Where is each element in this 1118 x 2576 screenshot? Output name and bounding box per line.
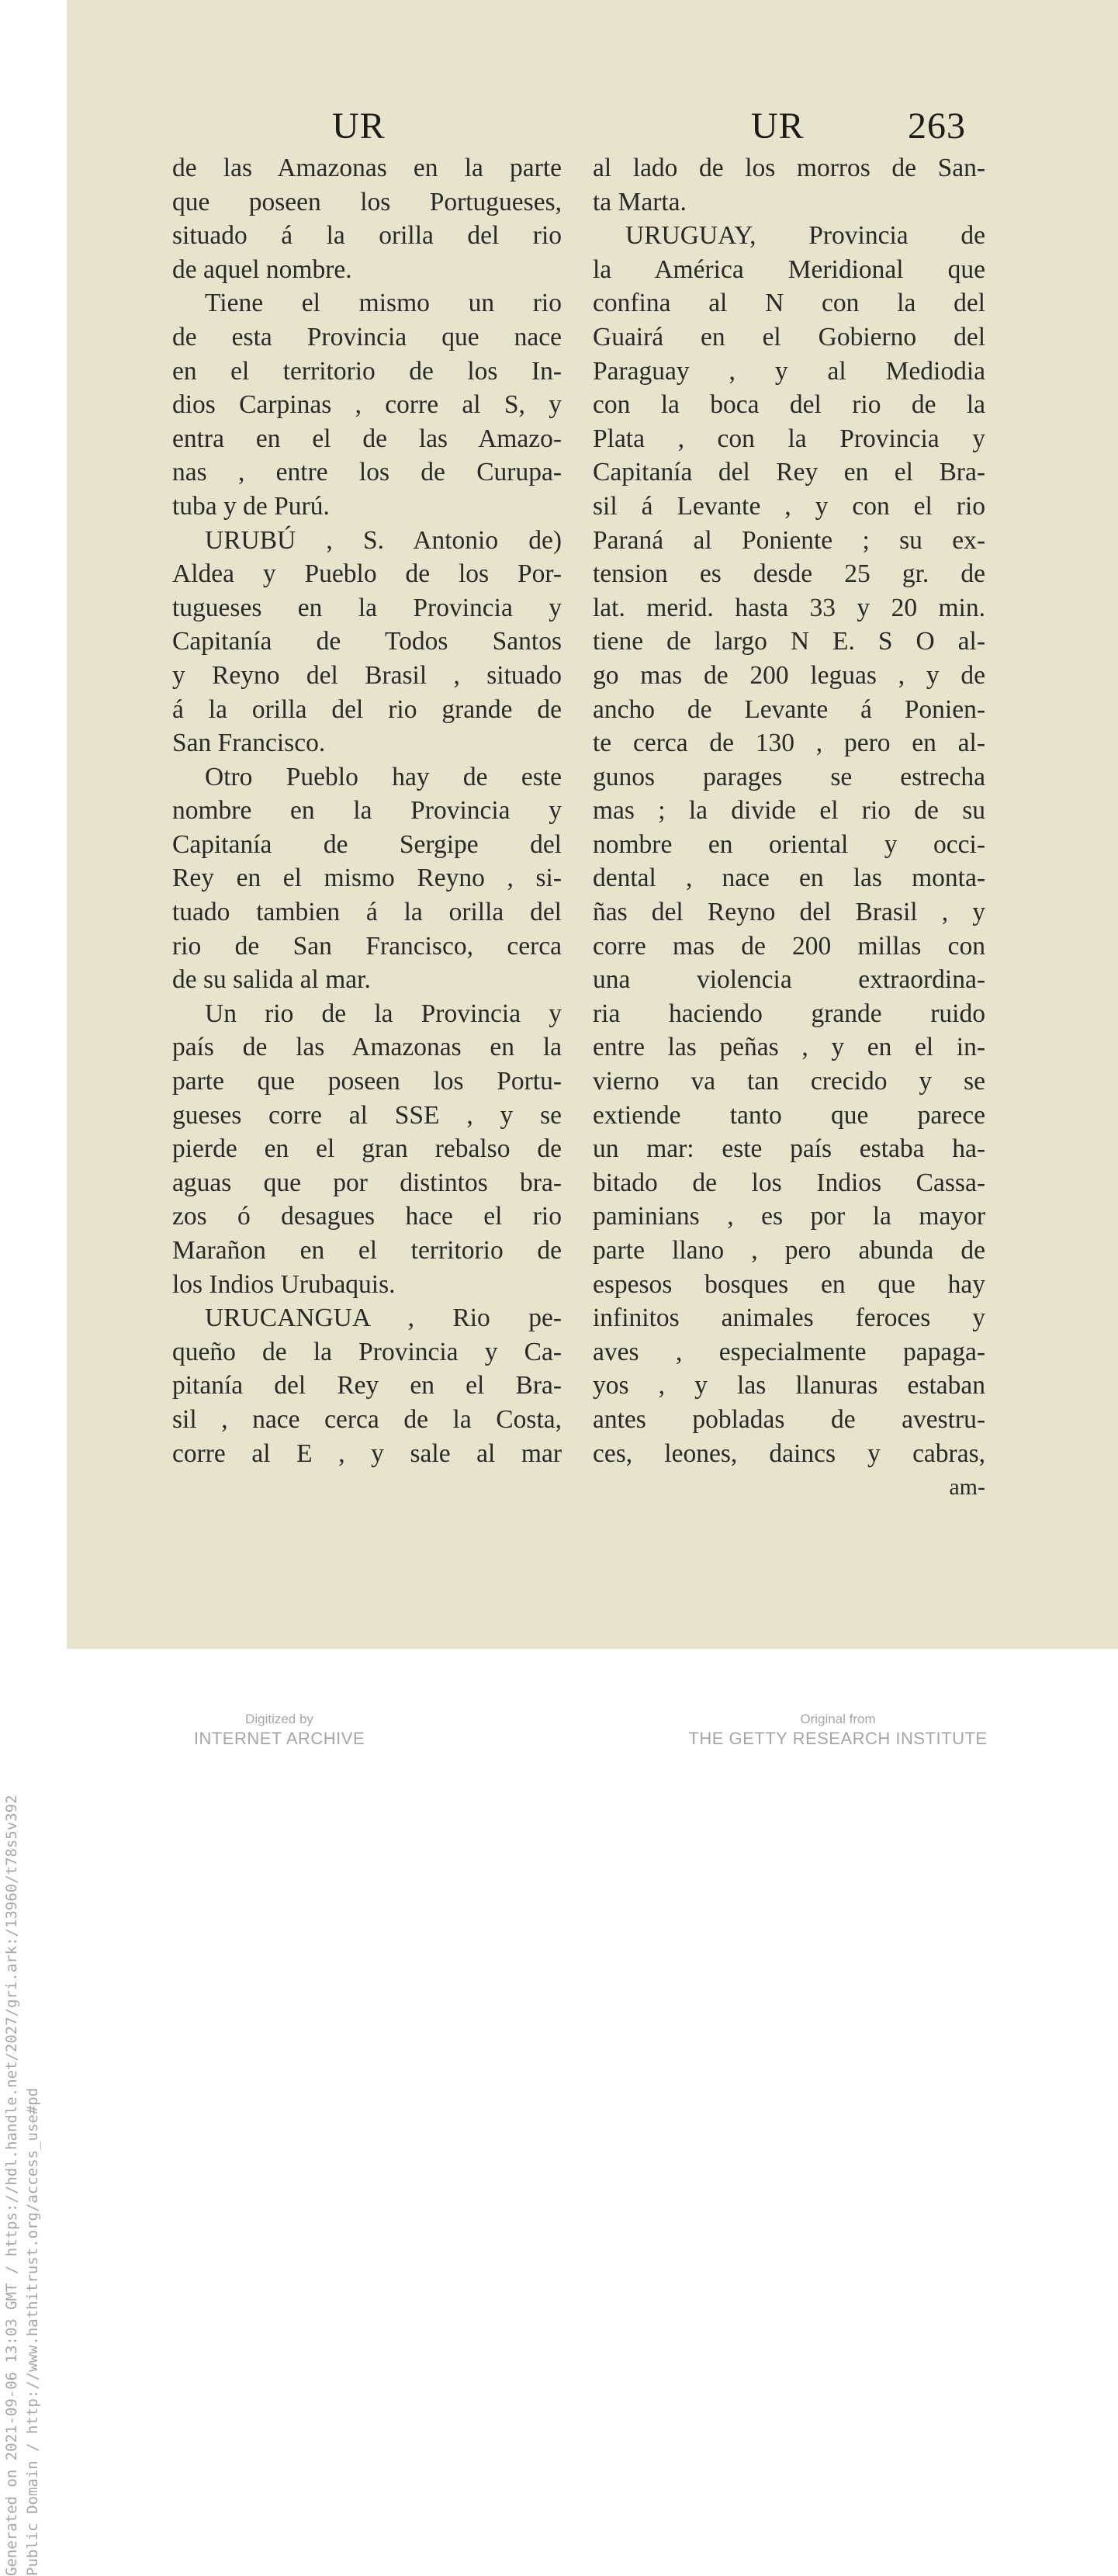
text-line: entre las peñas , y en el in-	[593, 1033, 985, 1062]
text-line: zos ó desagues hace el rio	[172, 1202, 562, 1231]
text-line: rio de San Francisco, cerca	[172, 931, 562, 961]
text-line: Aldea y Pueblo de los Por-	[172, 559, 562, 589]
left-text-column	[172, 151, 562, 1470]
text-line: pitanía del Rey en el Bra-	[172, 1371, 562, 1401]
text-line: dental , nace en las monta-	[593, 864, 985, 893]
hathitrust-watermark	[2, 1703, 48, 2576]
right-text-column	[593, 151, 985, 1504]
text-line: dios Carpinas , corre al S, y	[172, 390, 562, 420]
text-line: antes pobladas de avestru-	[593, 1404, 985, 1434]
text-line: y Reyno del Brasil , situado	[172, 660, 562, 690]
text-line: tuado tambien á la orilla del	[172, 898, 562, 927]
text-line: nombre en oriental y occi-	[593, 829, 985, 859]
text-line: Guairá en el Gobierno del	[593, 322, 985, 351]
text-line: tension es desde 25 gr. de	[593, 559, 985, 589]
text-line: con la boca del rio de la	[593, 390, 985, 420]
text-line: al lado de los morros de San-	[593, 154, 985, 182]
text-line: Capitanía de Todos Santos	[172, 627, 562, 656]
digitized-credit	[140, 1711, 419, 1750]
watermark-line-2: Public Domain / http://www.hathitrust.org/access_use#pd	[24, 2087, 41, 2576]
internet-archive-label: INTERNET ARCHIVE	[193, 1729, 365, 1748]
text-line: go mas de 200 leguas , y de	[593, 660, 985, 690]
text-line: la América Meridional que	[593, 254, 985, 284]
left-running-head: UR	[332, 106, 386, 147]
text-line: gunos parages se estrecha	[593, 762, 985, 791]
text-line: parte que poseen los Portu-	[172, 1067, 562, 1096]
text-line: en el territorio de los In-	[172, 356, 562, 386]
text-line: corre mas de 200 millas con	[593, 931, 985, 961]
text-line: país de las Amazonas en la	[172, 1033, 562, 1062]
text-line: Capitanía del Rey en el Bra-	[593, 458, 985, 487]
text-line: aguas que por distintos bra-	[172, 1168, 562, 1197]
text-line: parte llano , pero abunda de	[593, 1236, 985, 1265]
text-line: Paraná al Poniente ; su ex-	[593, 525, 985, 555]
text-line: que poseen los Portugueses,	[172, 187, 562, 216]
text-line: ria haciendo grande ruido	[593, 999, 985, 1028]
right-running-head: UR	[751, 106, 805, 147]
text-line: pierde en el gran rebalso de	[172, 1134, 562, 1164]
text-line: una violencia extraordina-	[593, 965, 985, 995]
text-line: extiende tanto que parece	[593, 1100, 985, 1130]
text-line: situado á la orilla del rio	[172, 221, 562, 251]
text-line: Tiene el mismo un rio	[205, 289, 562, 318]
text-line: de esta Provincia que nace	[172, 322, 562, 351]
text-line: Otro Pueblo hay de este	[205, 762, 562, 791]
text-line: yos , y las llanuras estaban	[593, 1371, 985, 1401]
text-line: URUGUAY, Provincia de	[625, 221, 985, 251]
text-line: ñas del Reyno del Brasil , y	[593, 898, 985, 927]
text-line: Paraguay , y al Mediodia	[593, 356, 985, 386]
text-line: de las Amazonas en la parte	[172, 154, 562, 182]
text-line: ta Marta.	[593, 187, 687, 216]
text-line: URUCANGUA , Rio pe-	[205, 1304, 562, 1333]
text-line: tiene de largo N E. S O al-	[593, 627, 985, 656]
text-line: paminians , es por la mayor	[593, 1202, 985, 1231]
text-line: corre al E , y sale al mar	[172, 1439, 562, 1468]
text-line: lat. merid. hasta 33 y 20 min.	[593, 593, 985, 622]
text-line: vierno va tan crecido y se	[593, 1067, 985, 1096]
text-line: gueses corre al SSE , y se	[172, 1100, 562, 1130]
text-line: San Francisco.	[172, 729, 326, 758]
text-line: ces, leones, daincs y cabras,	[593, 1439, 985, 1468]
page-number: 263	[908, 106, 966, 147]
text-line: Plata , con la Provincia y	[593, 424, 985, 453]
text-line: entra en el de las Amazo-	[172, 424, 562, 453]
text-line: Marañon en el territorio de	[172, 1236, 562, 1265]
text-line: tuba y de Purú.	[172, 491, 330, 521]
watermark-line-1: Generated on 2021-09-06 13:03 GMT / https://hdl.handle.net/2027/gri.ark:/13960/t78s5v392	[3, 1795, 20, 2576]
text-line: ancho de Levante á Ponien-	[593, 694, 985, 724]
getty-institute-label: THE GETTY RESEARCH INSTITUTE	[688, 1729, 988, 1748]
text-line: infinitos animales feroces y	[593, 1304, 985, 1333]
text-line: Rey en el mismo Reyno , si-	[172, 864, 562, 893]
text-line: espesos bosques en que hay	[593, 1269, 985, 1299]
digitized-by-label: Digitized by	[245, 1712, 313, 1726]
text-line: Capitanía de Sergipe del	[172, 829, 562, 859]
catchword: am-	[949, 1474, 985, 1501]
text-line: aves , especialmente papaga-	[593, 1337, 985, 1366]
text-line: mas ; la divide el rio de su	[593, 796, 985, 826]
text-line: de aquel nombre.	[172, 254, 352, 284]
text-line: de su salida al mar.	[172, 965, 371, 995]
text-line: nombre en la Provincia y	[172, 796, 562, 826]
text-line: URUBÚ , S. Antonio de)	[205, 525, 562, 555]
text-line: queño de la Provincia y Ca-	[172, 1337, 562, 1366]
text-line: sil , nace cerca de la Costa,	[172, 1404, 562, 1434]
text-line: un mar: este país estaba ha-	[593, 1134, 985, 1164]
original-from-credit	[667, 1711, 1009, 1750]
text-line: á la orilla del rio grande de	[172, 694, 562, 724]
text-line: te cerca de 130 , pero en al-	[593, 729, 985, 758]
text-line: bitado de los Indios Cassa-	[593, 1168, 985, 1197]
text-line: los Indios Urubaquis.	[172, 1269, 396, 1299]
text-line: confina al N con la del	[593, 289, 985, 318]
text-line: nas , entre los de Curupa-	[172, 458, 562, 487]
text-line: sil á Levante , y con el rio	[593, 491, 985, 521]
original-from-label: Original from	[800, 1712, 876, 1726]
text-line: tugueses en la Provincia y	[172, 593, 562, 622]
text-line: Un rio de la Provincia y	[205, 999, 562, 1028]
